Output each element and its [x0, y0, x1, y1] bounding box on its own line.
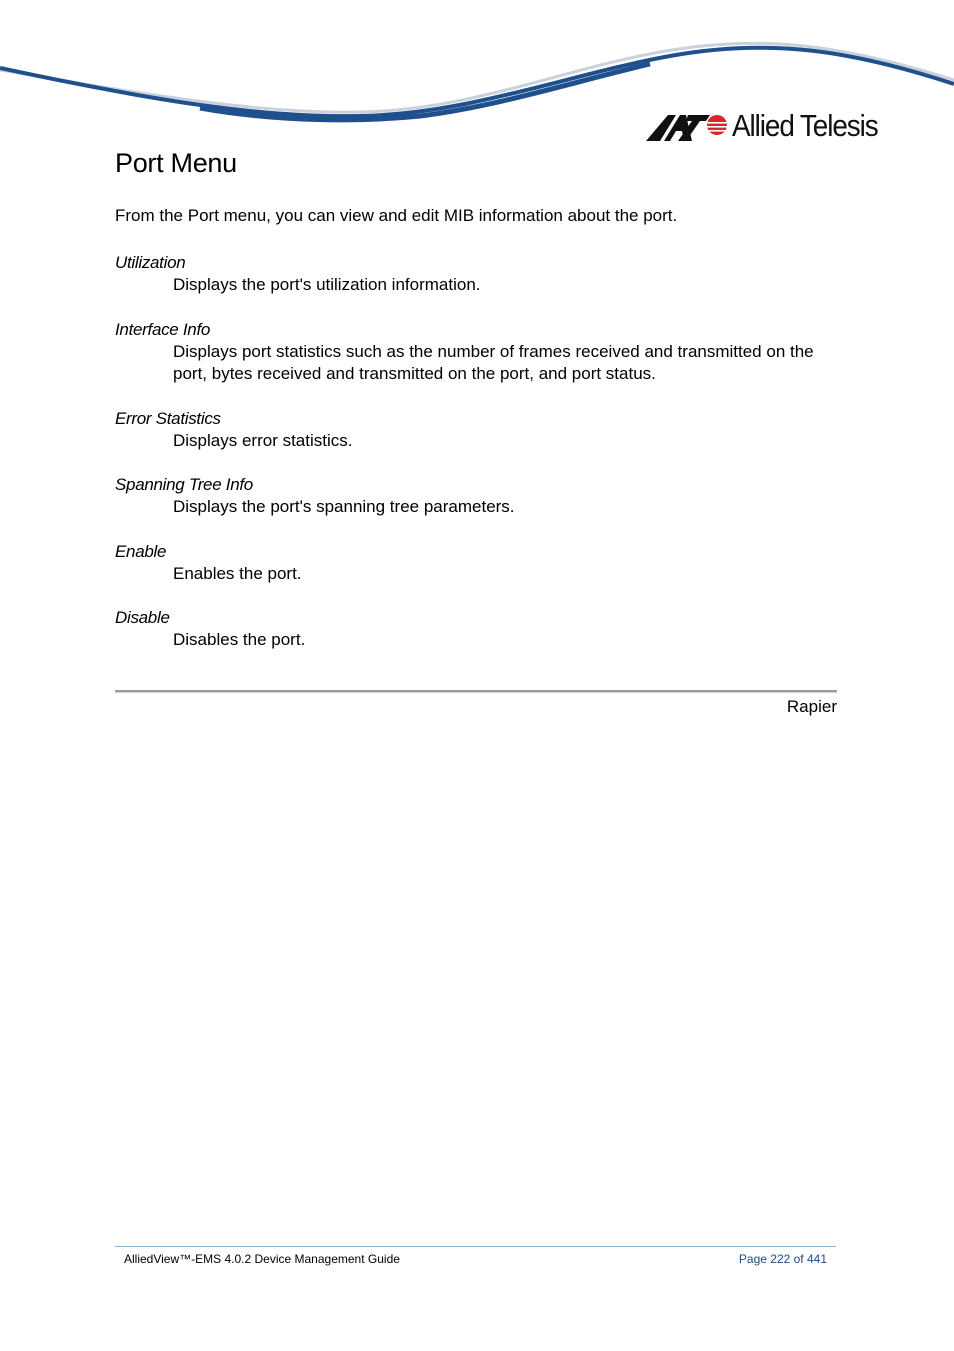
footer-divider — [115, 1246, 836, 1247]
menu-definition-list — [115, 252, 835, 674]
allied-telesis-logo — [646, 108, 894, 144]
page-title: Port Menu — [115, 148, 237, 178]
term-utilization: Utilization — [115, 253, 186, 272]
desc-disable: Disables the port. — [173, 630, 306, 649]
footer-page-number: Page 222 of 441 — [738, 1252, 827, 1266]
term-enable: Enable — [115, 541, 167, 561]
term-error-statistics: Error Statistics — [115, 408, 221, 428]
product-label: Rapier — [786, 697, 837, 716]
term-spanning-tree-info: Spanning Tree Info — [115, 475, 253, 494]
desc-spanning-tree-info: Displays the port's spanning tree parameters. — [173, 497, 515, 516]
term-interface-info: Interface Info — [115, 319, 211, 339]
desc-error-statistics: Displays error statistics. — [173, 430, 353, 450]
desc-enable: Enables the port. — [173, 563, 302, 583]
desc-utilization: Displays the port's utilization information. — [173, 275, 481, 294]
allied-telesis-wordmark: Allied Telesis — [732, 108, 878, 143]
footer-doc-title: AlliedView™-EMS 4.0.2 Device Management Guide — [124, 1252, 400, 1266]
section-divider — [115, 690, 837, 693]
desc-interface-info: Displays port statistics such as the number of frames received and transmitted on the port, bytes received and transmitted on the port, and port status. — [173, 341, 814, 383]
allied-telesis-logo-mark-icon — [646, 109, 728, 143]
intro-paragraph: From the Port menu, you can view and edit MIB information about the port. — [115, 206, 678, 225]
term-disable: Disable — [115, 608, 170, 627]
